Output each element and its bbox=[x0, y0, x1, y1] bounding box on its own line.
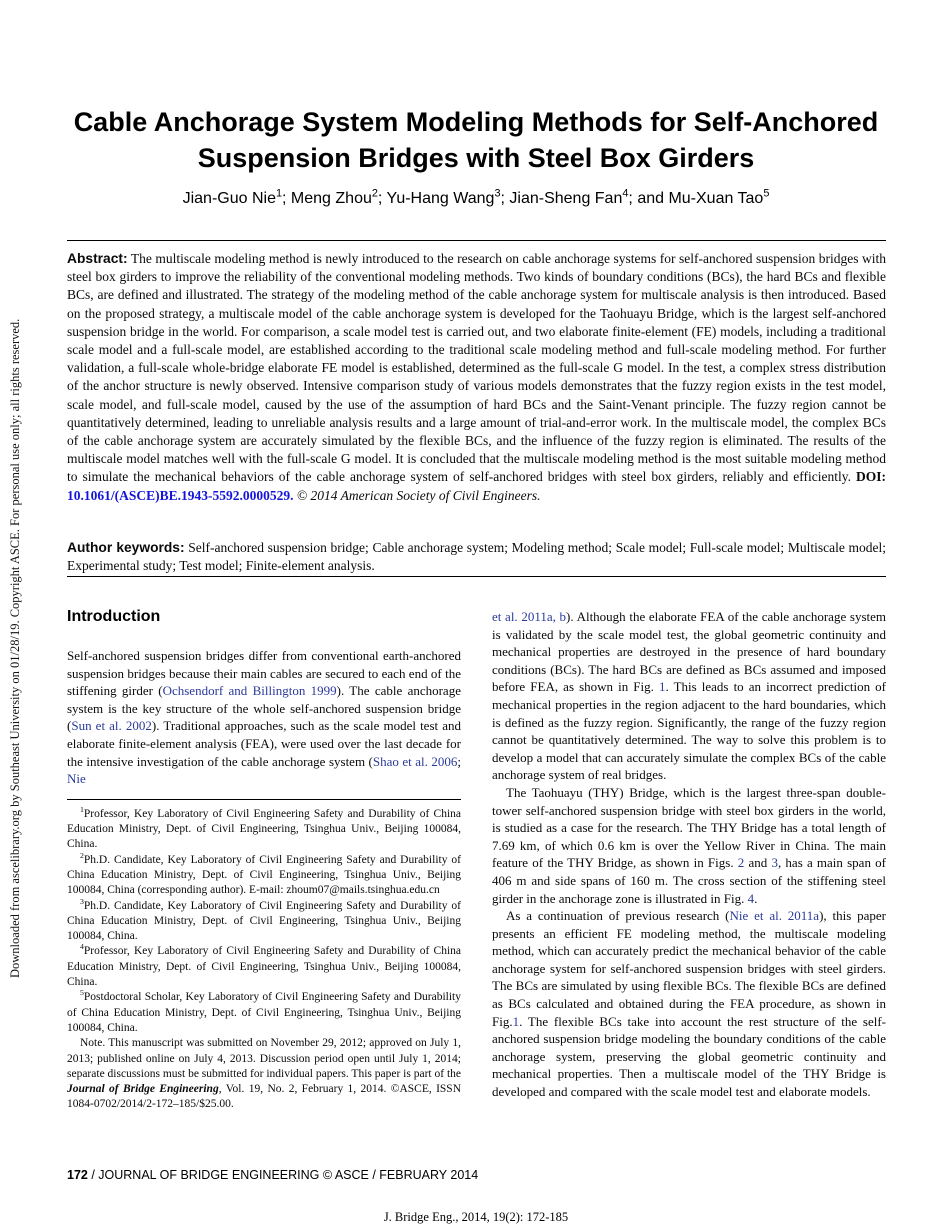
text-segment: 4 bbox=[80, 942, 84, 952]
doi-link[interactable]: 10.1061/(ASCE)BE.1943-5592.0000529. bbox=[67, 487, 294, 503]
two-column-body bbox=[67, 608, 887, 1164]
footnotes bbox=[67, 804, 462, 1113]
intro-paragraph-4 bbox=[492, 907, 886, 1101]
text-segment: . bbox=[754, 890, 758, 906]
authors-line bbox=[0, 187, 952, 208]
text-segment: 3 bbox=[494, 187, 501, 200]
text-segment: Professor, Key Laboratory of Civil Engineering Safety and Durability of China Education Ministry, Dept. of Civil Engineering, Tsinghua Univ., Beijing 100084, China. bbox=[67, 807, 461, 851]
text-segment: and bbox=[744, 855, 772, 871]
text-segment: Jian-Guo Nie bbox=[182, 190, 276, 207]
text-segment: ; Yu-Hang Wang bbox=[377, 190, 495, 207]
text-segment: Postdoctoral Scholar, Key Laboratory of Civil Engineering Safety and Durability of China Education Ministry, Dept. of Civil Engineering, Tsinghua Univ., Beijing 100084, China. bbox=[67, 991, 461, 1034]
divider-top bbox=[67, 240, 886, 241]
right-column bbox=[492, 608, 886, 1164]
journal-footer-text: / JOURNAL OF BRIDGE ENGINEERING © ASCE / FEBRUARY 2014 bbox=[87, 1168, 479, 1182]
abstract-text bbox=[67, 251, 886, 503]
author-keywords bbox=[67, 539, 886, 575]
text-segment: 3 bbox=[80, 896, 84, 906]
citation-link[interactable]: 1 bbox=[512, 1013, 520, 1029]
text-segment: © 2014 American Society of Civil Engineers. bbox=[296, 487, 541, 503]
text-segment: 1 bbox=[275, 187, 283, 200]
keywords-label: Author keywords: bbox=[67, 540, 185, 555]
text-segment: 5 bbox=[763, 187, 770, 200]
text-segment: , has a main span of 406 m and side spans of 160 m. The cross section of the stiffening steel girder in the anchorage zone is illustrated in Fig. bbox=[492, 855, 886, 906]
intro-paragraph-3 bbox=[492, 784, 886, 907]
text-segment: 2 bbox=[80, 850, 84, 860]
citation-footer: J. Bridge Eng., 2014, 19(2): 172-185 bbox=[383, 1210, 569, 1224]
citation-link[interactable]: 4 bbox=[747, 890, 755, 906]
intro-paragraph-2 bbox=[492, 608, 886, 784]
citation-link[interactable]: 1 bbox=[658, 679, 666, 695]
intro-paragraph-1 bbox=[67, 647, 461, 788]
page-number: 172 bbox=[67, 1168, 88, 1182]
paper-title-line1: Cable Anchorage System Modeling Methods for Self-Anchored bbox=[73, 107, 879, 137]
text-segment: 5 bbox=[80, 988, 84, 998]
text-segment: Ph.D. Candidate, Key Laboratory of Civil Engineering Safety and Durability of China Education Ministry, Dept. of Civil Engineering, Tsinghua Univ., Beijing 100084, China. bbox=[67, 899, 461, 943]
text-segment: 4 bbox=[622, 187, 629, 200]
divider-keywords bbox=[67, 576, 886, 577]
running-footer bbox=[67, 1168, 478, 1182]
text-segment: 2 bbox=[371, 187, 378, 200]
text-segment: As a continuation of previous research ( bbox=[506, 908, 730, 924]
text-segment: Note. This manuscript was submitted on November 29, 2012; approved on July 1, 2013; published online on July 4, 2013. Discussion period open until July 1, 2014; separate discussions must be submitted for individual papers. This paper is part of the bbox=[67, 1037, 461, 1080]
left-column bbox=[67, 608, 461, 1164]
abstract bbox=[67, 250, 886, 505]
text-segment: . The flexible BCs take into account the rest structure of the self-anchored suspension bridge modeling the boundary conditions of the cable anchorage system, preserving the global geometric continuity and mechanical properties. Then a multiscale model of the THY Bridge is developed and compared with the scale model test and elaborate models. bbox=[492, 1013, 886, 1100]
text-segment: The Taohuayu (THY) Bridge, which is the largest three-span double-tower self-anchored suspension bridge with steel box girders in the world, is studied as a case for the research. The THY Bridge has a total length of 7.69 km, of which 0.6 km is over the Yellow River in China. The main feature of the THY Bridge, as shown in Figs. bbox=[492, 784, 886, 871]
citation-link[interactable]: et al. 2011a, b bbox=[492, 609, 567, 624]
footnote-3 bbox=[67, 896, 461, 945]
footnote-4 bbox=[67, 944, 461, 990]
text-segment: 1 bbox=[80, 804, 84, 814]
text-segment: ; Meng Zhou bbox=[282, 190, 372, 207]
citation-link[interactable]: Nie et al. 2011a bbox=[729, 908, 820, 924]
footnote-1 bbox=[67, 804, 461, 853]
text-segment: Self-anchored suspension bridges differ from conventional earth-anchored suspension bridges because their main cables are secured to each end of the stiffening girder ( bbox=[67, 648, 461, 699]
text-segment: DOI: bbox=[856, 469, 886, 485]
citation-link[interactable]: 3 bbox=[771, 855, 778, 871]
section-heading-introduction: Introduction bbox=[67, 608, 161, 625]
paper-title-line2: Suspension Bridges with Steel Box Girders bbox=[197, 143, 755, 173]
text-segment: ; bbox=[457, 753, 461, 769]
abstract-label: Abstract: bbox=[67, 251, 128, 266]
citation-link[interactable]: Sun et al. 2002 bbox=[71, 718, 152, 734]
keywords-text: Self-anchored suspension bridge; Cable anchorage system; Modeling method; Scale model; Full-scale model; Multiscale model; Experimental study; Test model; Finite-element analysis. bbox=[67, 540, 886, 574]
citation-link[interactable]: Nie bbox=[67, 771, 86, 787]
text-segment: , Vol. 19, No. 2, February 1, 2014. ©ASCE, ISSN 1084-0702/2014/2-172–185/$25.00. bbox=[67, 1083, 462, 1111]
text-segment: ; and Mu-Xuan Tao bbox=[628, 190, 764, 207]
footnote-5 bbox=[67, 990, 461, 1036]
text-segment: The multiscale modeling method is newly introduced to the research on cable anchorage systems for self-anchored suspension bridges with steel box girders to improve the reliability of the conventional modeling methods. Two kinds of boundary conditions (BCs), the hard BCs and flexible BCs, are defined and illustrated. The strategy of the modeling method of the cable anchorage system for multiscale analysis is then introduced. Based on the proposed strategy, a multiscale model of the cable anchorage system is developed for the Taohuayu Bridge, which is the largest self-anchored suspension bridge in the world. For comparison, a scale model test is carried out, and two elaborate finite-element (FE) models, including a traditional scale model and a full-scale model, are established according to the traditional scale modeling method and full-scale modeling method. For further validation, a full-scale whole-bridge elaborate FE model is established, determined as the full-scale G model. In the test, a complex stress distribution of the anchor structure is newly observed. Intensive comparison study of various models demonstrates that the fuzzy region exists in the test model, scale model, and full-scale model, caused by the use of the assumption of hard BCs and the Saint-Venant principle. The fuzzy region cannot be quantitatively determined, leading to unreliable analysis results and a large amount of trial-and-error work. In the multiscale model, the complex BCs of the cable anchorage system are accurately simulated by the flexible BCs, and the influence of the fuzzy region is eliminated. The results of the multiscale model matches well with the full-scale G model. It is concluded that the multiscale modeling method is the most suitable modeling method to simulate the mechanical behaviors of the cable anchorage system of self-anchored bridges with steel box girders, reliably and efficiently. bbox=[67, 251, 886, 485]
text-segment: ), this paper presents an efficient FE modeling method, the multiscale modeling method, which can accurately predict the mechanical behavior of the cable anchorage system for self-anchored suspension bridges with steel girders. The BCs are simulated by using flexible BCs. The flexible BCs are defined as BCs calculated and obtained during the FEA procedure, as shown in Fig. bbox=[492, 908, 887, 1029]
download-watermark: Downloaded from ascelibrary.org by Southeast University on 01/28/19. Copyright ASCE. For personal use only; all rights reserved. bbox=[8, 318, 22, 978]
text-segment: . This leads to an incorrect prediction of mechanical properties in the region adjacent to the hard boundaries, which is defined as the fuzzy region. Significantly, the range of the fuzzy region cannot be quantitatively determined. The way to solve this problem is to develop a model that can accurately simulate the complex BCs of the cable anchorage system of real bridges. bbox=[492, 679, 886, 783]
footnote-2 bbox=[67, 850, 461, 899]
text-segment: ; Jian-Sheng Fan bbox=[500, 190, 623, 207]
paper-title bbox=[0, 104, 952, 176]
footnote-note bbox=[67, 1036, 461, 1112]
text-segment: ). Although the elaborate FEA of the cable anchorage system is validated by the scale model test, the global geometric continuity and mechanical properties are destroyed in the presence of hard boundary conditions (BCs). The hard BCs are defined as BCs assumed and imposed before FEA, as shown in Fig. bbox=[492, 609, 886, 695]
text-segment: ). Traditional approaches, such as the scale model test and elaborate finite-element analysis (FEA), were used over the last decade for the intensive investigation of the cable anchorage system ( bbox=[67, 718, 461, 769]
text-segment: ). The cable anchorage system is the key structure of the whole self-anchored suspension bridge ( bbox=[67, 683, 461, 734]
citation-link[interactable]: Shao et al. 2006 bbox=[372, 753, 458, 769]
citation-link[interactable]: 2 bbox=[737, 855, 745, 871]
text-segment: Ph.D. Candidate, Key Laboratory of Civil Engineering Safety and Durability of China Education Ministry, Dept. of Civil Engineering, Tsinghua Univ., Beijing 100084, China (corresponding author). E-mail: zhoum07@mails.tsinghua.edu.cn bbox=[67, 853, 461, 897]
text-segment: Professor, Key Laboratory of Civil Engineering Safety and Durability of China Education Ministry, Dept. of Civil Engineering, Tsinghua Univ., Beijing 100084, China. bbox=[67, 945, 461, 989]
paper-header bbox=[0, 104, 952, 208]
text-segment: Journal of Bridge Engineering bbox=[67, 1083, 219, 1096]
footnote-divider bbox=[67, 799, 461, 800]
citation-link[interactable]: Ochsendorf and Billington 1999 bbox=[162, 683, 337, 699]
